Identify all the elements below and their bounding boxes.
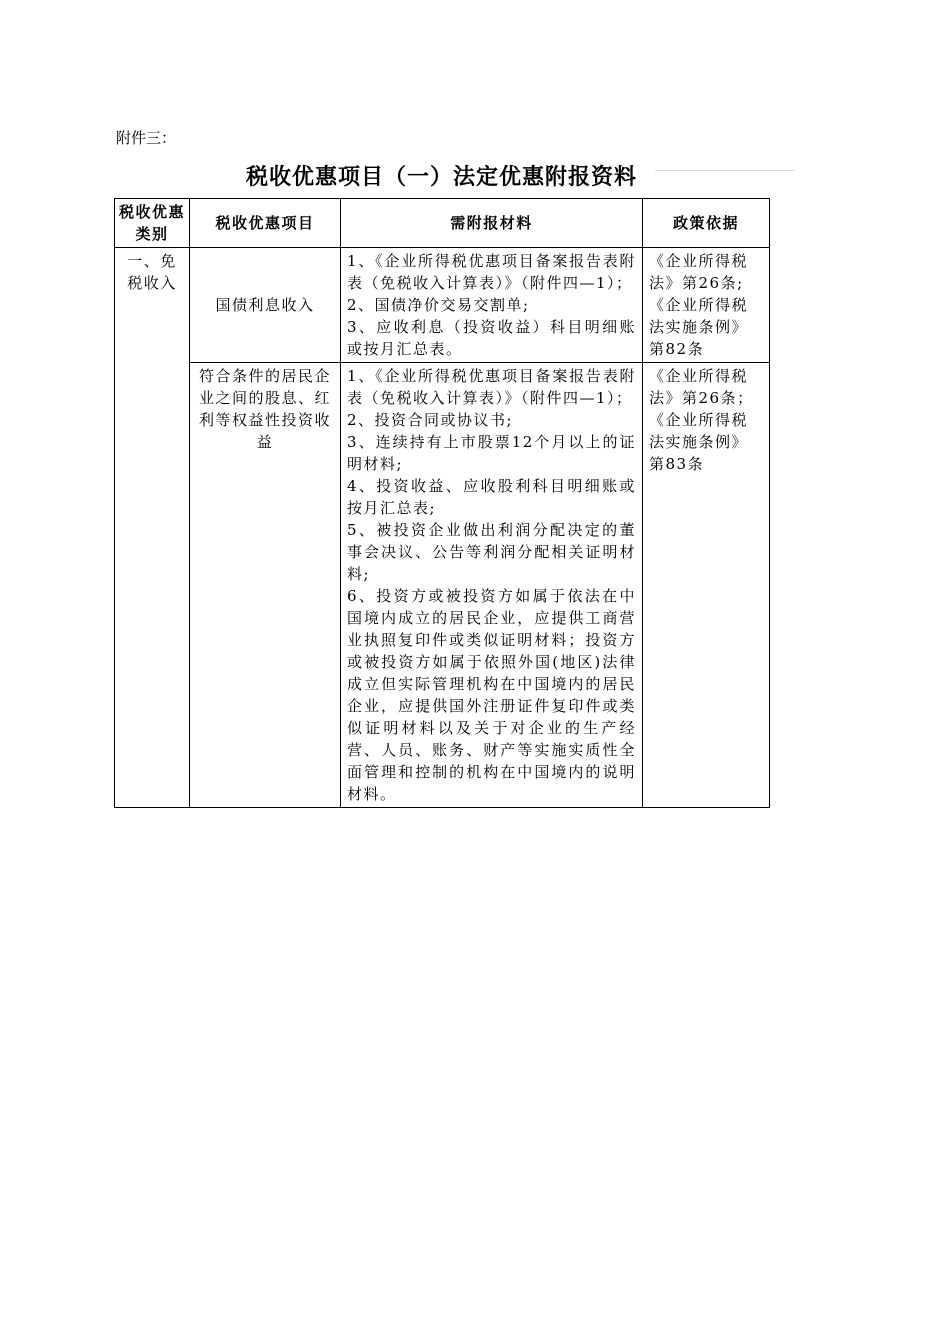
material-item: 1、《企业所得税优惠项目备案报告表附表（免税收入计算表）》（附件四—1）； xyxy=(347,367,636,407)
project-cell: 符合条件的居民企业之间的股息、红利等权益性投资收益 xyxy=(190,363,341,808)
basis-item: 《企业所得税法》第26条；《企业所得税法实施条例》第83条 xyxy=(649,367,754,473)
project-cell: 国债利息收入 xyxy=(190,248,341,363)
attachment-label: 附件三： xyxy=(116,129,177,147)
material-item: 5、被投资企业做出利润分配决定的董事会决议、公告等利润分配相关证明材料; xyxy=(347,521,636,583)
table-row xyxy=(115,248,770,363)
header-basis: 政策依据 xyxy=(643,199,770,248)
material-item: 2、国债净价交易交割单; xyxy=(347,296,530,314)
table-row xyxy=(115,363,770,808)
header-project: 税收优惠项目 xyxy=(190,199,341,248)
basis-cell xyxy=(643,248,770,363)
basis-cell xyxy=(643,363,770,808)
policy-table xyxy=(114,198,770,808)
category-cell: 一、免税收入 xyxy=(115,248,190,808)
table-header-row xyxy=(115,199,770,248)
header-materials: 需附报材料 xyxy=(341,199,643,248)
material-item: 2、投资合同或协议书; xyxy=(347,411,514,429)
materials-cell xyxy=(341,363,643,808)
material-item: 3、连续持有上市股票12个月以上的证明材料; xyxy=(347,433,636,473)
document-title: 税收优惠项目（一）法定优惠附报资料 xyxy=(245,164,637,190)
basis-item: 《企业所得税法实施条例》第82条 xyxy=(649,296,749,358)
title-divider xyxy=(655,170,795,171)
material-item: 1、《企业所得税优惠项目备案报告表附表（免税收入计算表）》（附件四—1）； xyxy=(347,252,636,292)
materials-cell xyxy=(341,248,643,363)
header-category: 税收优惠类别 xyxy=(115,199,190,248)
basis-item: 《企业所得税法》第26条; xyxy=(649,252,749,292)
material-item: 4、投资收益、应收股利科目明细账或按月汇总表; xyxy=(347,477,636,517)
material-item: 6、投资方或被投资方如属于依法在中国境内成立的居民企业，应提供工商营业执照复印件或类似证明材料；投资方或被投资方如属于依照外国(地区)法律成立但实际管理机构在中国境内的居民企业，应提供国外注册证件复印件或类似证明材料以及关于对企业的生产经营、人员、账务、财产等实施实质性全面管理和控制的机构在中国境内的说明材料。 xyxy=(347,587,636,803)
material-item: 3、应收利息（投资收益）科目明细账或按月汇总表。 xyxy=(347,318,636,358)
